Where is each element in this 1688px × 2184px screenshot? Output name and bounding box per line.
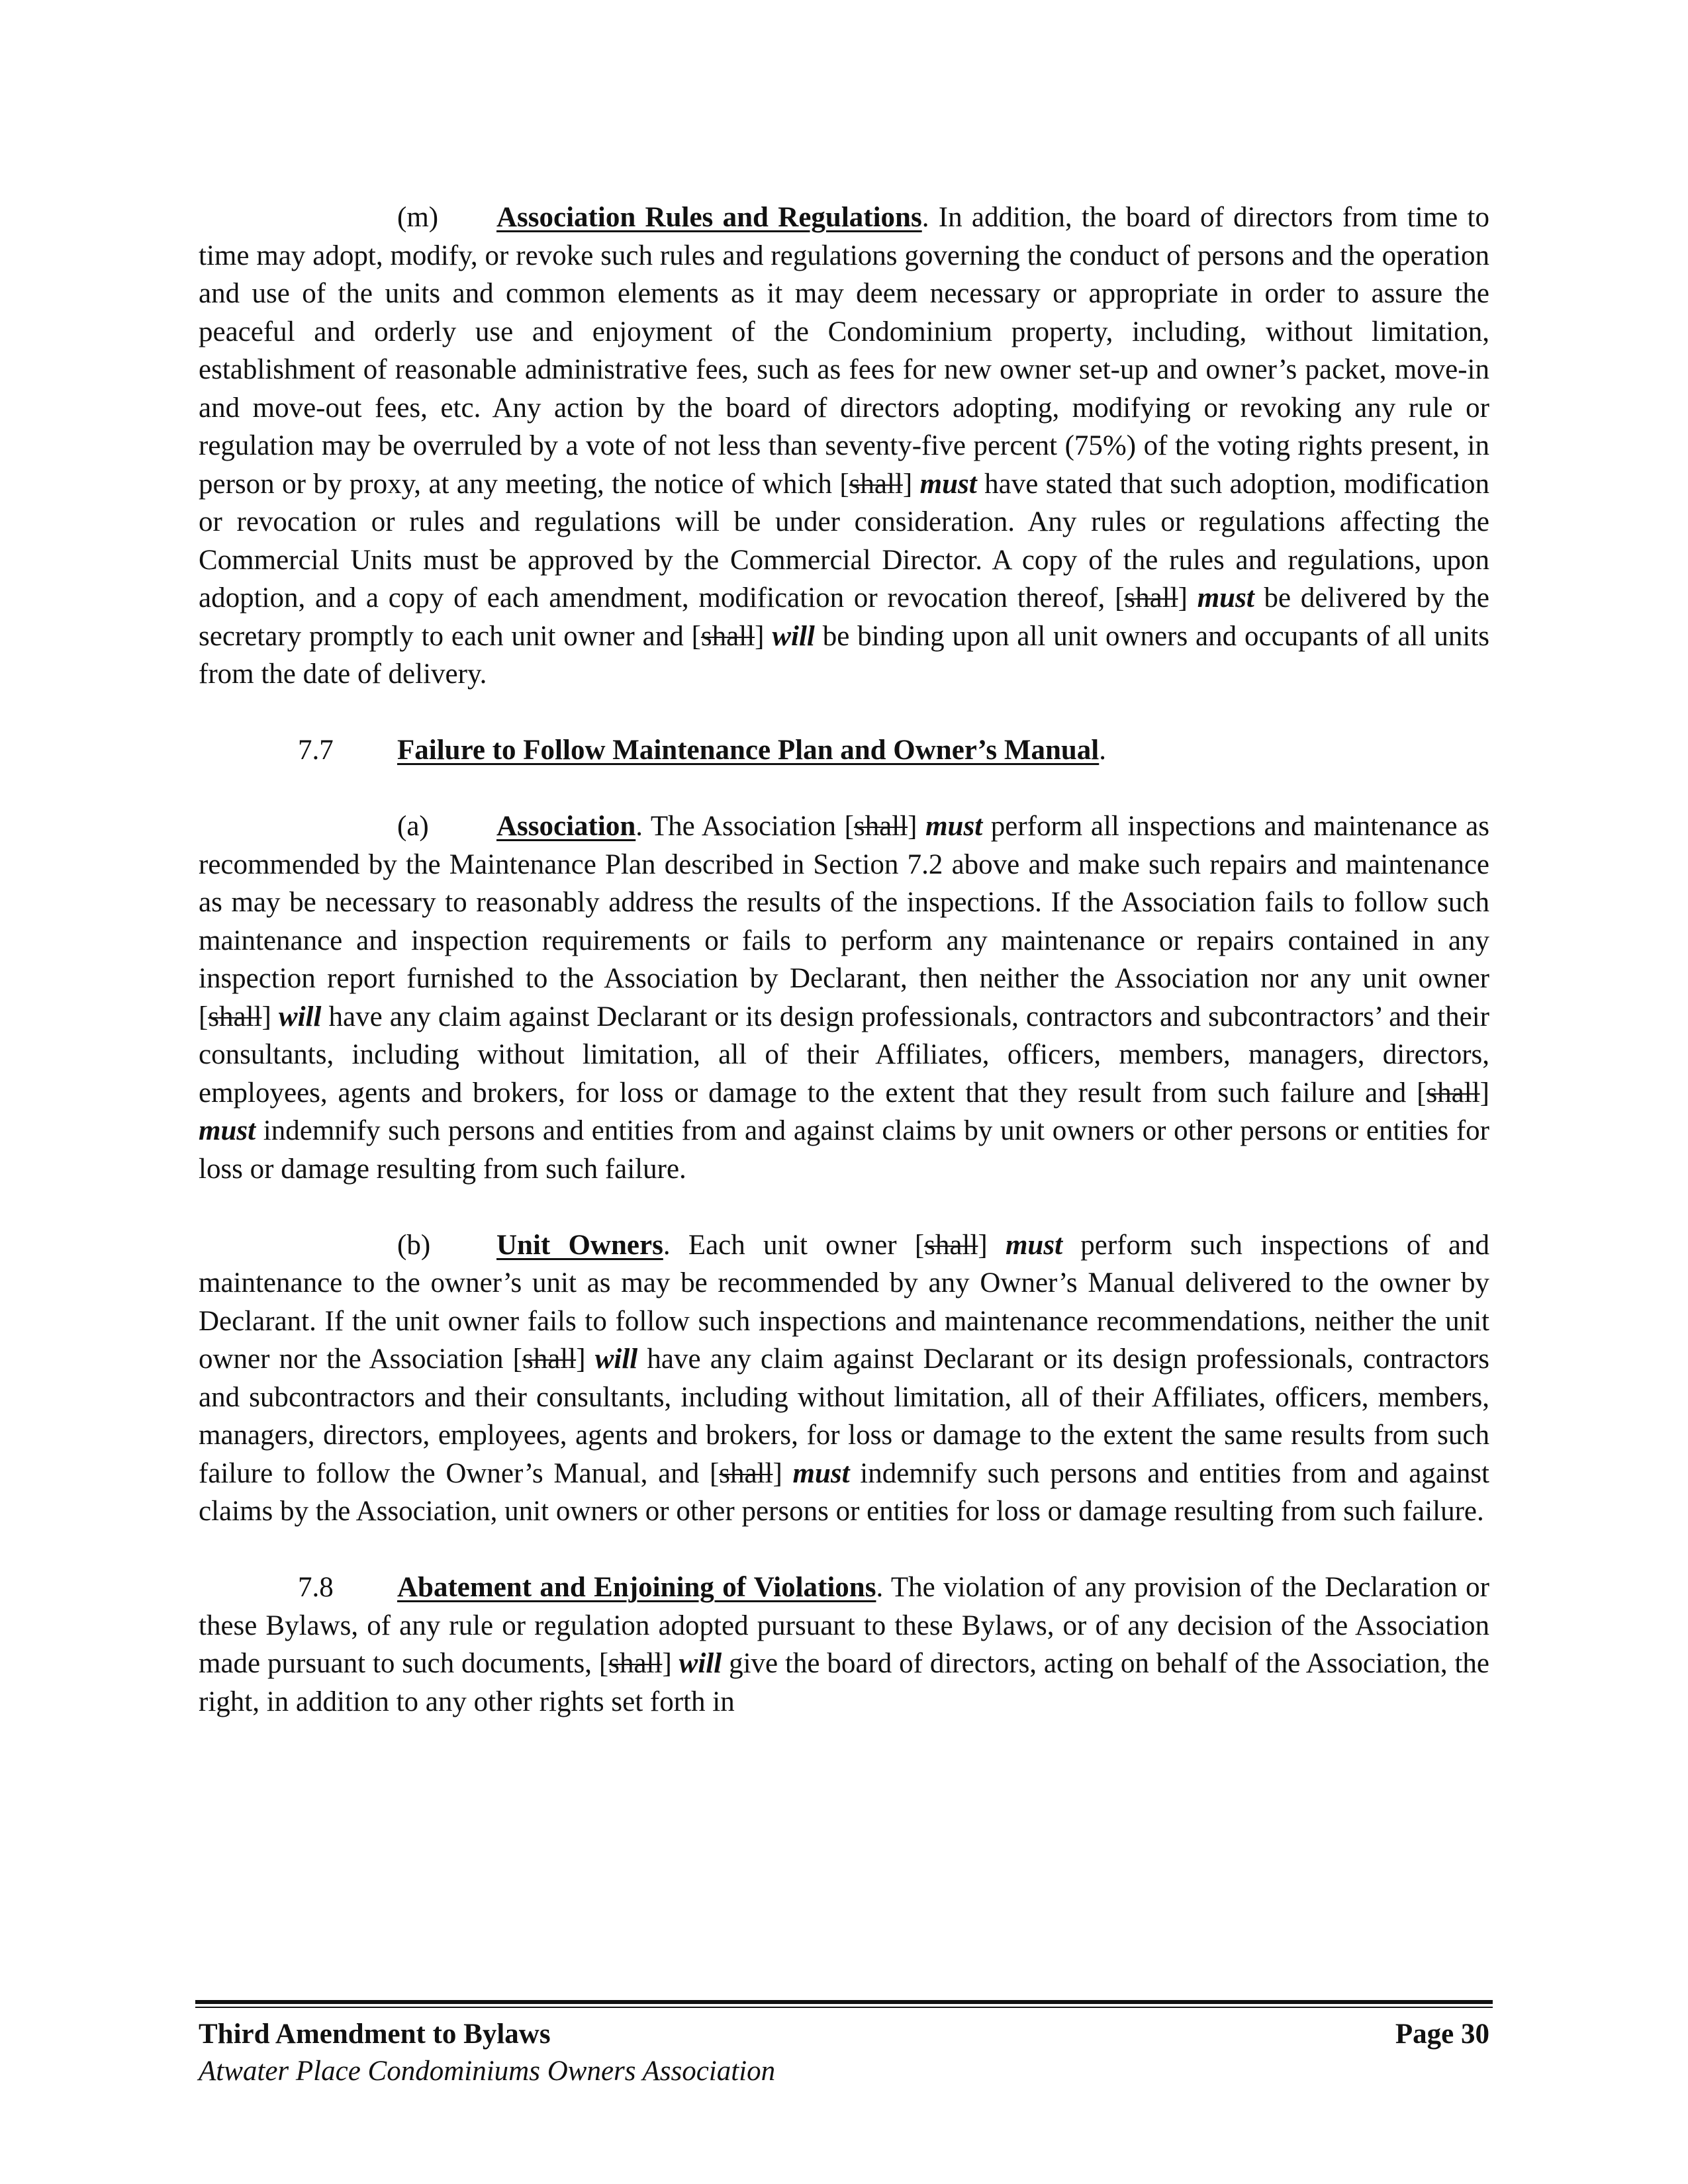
body-text: ]: [773, 1457, 793, 1489]
body-text: . The violation of any provision of the Declaration or these Bylaws, of any rule or regulation adopted pursuant to these Bylaws, or of any decision of the Association made pursuant to such documents, [: [199, 1572, 1489, 1679]
section-b-heading: Unit Owners: [496, 1229, 663, 1261]
body-text: ]: [755, 620, 773, 652]
body-text: have any claim against Declarant or its design professionals, contractors and subcontractors and their consultants, including without limitation, all of their Affiliates, officers, members, managers, directors, employees, agents and brokers, for loss or damage to the extent the same results from such failure to follow the Owner’s Manual, and [: [199, 1343, 1489, 1489]
body-text: indemnify such persons and entities from and against claims by the Association, unit owners or other persons or entities for loss or damage resulting from such failure.: [199, 1457, 1489, 1527]
body-text: . In addition, the board of directors from time to time may adopt, modify, or revoke such rules and regulations governing the conduct of persons and the operation and use of the units and common elements as it may deem necessary or appropriate in order to assure the peaceful and orderly use and enjoyment of the Condominium property, including, without limitation, establishment of reasonable administrative fees, such as fees for new owner set-up and owner’s packet, move-in and move-out fees, etc. Any action by the board of directors adopting, modifying or revoking any rule or regulation may be overruled by a vote of not less than seventy-five percent (75%) of the voting rights present, in person or by proxy, at any meeting, the notice of which [: [199, 202, 1489, 500]
body-text: have stated that such adoption, modification or revocation or rules and regulations will be under consideration. Any rules or regulations affecting the Commercial Units must be approved by the Commercial Director. A copy of the rules and regulations, upon adoption, and a copy of each amendment, modification or revocation thereof, [: [199, 468, 1489, 614]
body-text: ]: [662, 1648, 679, 1679]
footer-page-number: Page 30: [1395, 2019, 1489, 2050]
body-text: be binding upon all unit owners and occupants of all units from the date of delivery.: [199, 620, 1490, 690]
inserted-text: must: [199, 1115, 256, 1146]
body-text: .: [1099, 735, 1106, 766]
inserted-text: will: [278, 1001, 322, 1032]
body-text: ]: [908, 811, 926, 842]
inserted-text: will: [594, 1343, 638, 1375]
footer-divider-thin: [195, 2007, 1493, 2008]
deleted-text: shall: [700, 620, 755, 652]
body-text: ]: [1479, 1077, 1489, 1109]
footer-document-title: Third Amendment to Bylaws: [199, 2019, 551, 2050]
body-text: have any claim against Declarant or its design professionals, contractors and subcontractors’ and their consultants, including without limitation, all of their Affiliates, officers, members, managers, directors, employees, agents and brokers, for loss or damage to the extent that they result from such failure and [: [199, 1001, 1489, 1109]
body-text: . The Association [: [635, 811, 854, 842]
section-7-7-heading: Failure to Follow Maintenance Plan and Owner’s Manual: [397, 735, 1100, 766]
section-7-8-label: 7.8: [298, 1572, 334, 1603]
deleted-text: shall: [522, 1343, 577, 1375]
deleted-text: shall: [849, 468, 903, 500]
body-text: indemnify such persons and entities from and against claims by unit owners or other persons or entities for loss or damage resulting from such failure.: [199, 1115, 1489, 1185]
inserted-text: must: [792, 1457, 850, 1489]
section-b-label: (b): [397, 1229, 431, 1261]
section-a-paragraph: [199, 807, 1489, 1188]
body-text: perform such inspections of and maintenance to the owner’s unit as may be recommended by any Owner’s Manual delivered to the owner by Declarant. If the unit owner fails to follow such inspections and maintenance recommendations, neither the unit owner nor the Association [: [199, 1229, 1489, 1375]
section-7-8-heading: Abatement and Enjoining of Violations: [397, 1572, 876, 1603]
body-text: be delivered by the secretary promptly to each unit owner and [: [199, 582, 1489, 652]
deleted-text: shall: [1124, 582, 1178, 614]
deleted-text: shall: [719, 1457, 773, 1489]
inserted-text: will: [772, 620, 815, 652]
body-text: ]: [576, 1343, 595, 1375]
section-a-label: (a): [397, 811, 429, 842]
inserted-text: will: [679, 1648, 722, 1679]
body-text: perform all inspections and maintenance as recommended by the Maintenance Plan described in Section 7.2 above and make such repairs and maintenance as may be necessary to reasonably address the results of the inspections. If the Association fails to follow such maintenance and inspection requirements or fails to perform any maintenance or repairs contained in any inspection report furnished to the Association by Declarant, then neither the Association nor any unit owner [: [199, 811, 1490, 1032]
footer-association-name: Atwater Place Condominiums Owners Association: [199, 2056, 776, 2087]
section-m-heading: Association Rules and Regulations: [496, 202, 922, 233]
section-m-label: (m): [397, 202, 439, 233]
inserted-text: must: [925, 811, 983, 842]
footer-divider-thick: [195, 2000, 1493, 2004]
deleted-text: shall: [853, 811, 908, 842]
section-b-paragraph: [199, 1226, 1489, 1531]
section-7-7-label: 7.7: [298, 735, 334, 766]
body-text: ]: [261, 1001, 279, 1032]
deleted-text: shall: [1426, 1077, 1480, 1109]
deleted-text: shall: [924, 1229, 978, 1261]
body-text: ]: [1178, 582, 1197, 614]
deleted-text: shall: [608, 1648, 663, 1679]
inserted-text: must: [1005, 1229, 1063, 1261]
body-text: . Each unit owner [: [663, 1229, 925, 1261]
page-body: [199, 199, 1489, 1721]
body-text: ]: [902, 468, 920, 500]
body-text: ]: [978, 1229, 1006, 1261]
section-a-heading: Association: [496, 811, 636, 842]
section-7-7-heading-paragraph: [199, 731, 1489, 770]
section-m-paragraph: [199, 199, 1489, 694]
inserted-text: must: [1197, 582, 1254, 614]
section-7-8-paragraph: [199, 1569, 1489, 1721]
inserted-text: must: [919, 468, 977, 500]
body-text: give the board of directors, acting on behalf of the Association, the right, in addition to any other rights set forth in: [199, 1648, 1489, 1717]
deleted-text: shall: [208, 1001, 262, 1032]
